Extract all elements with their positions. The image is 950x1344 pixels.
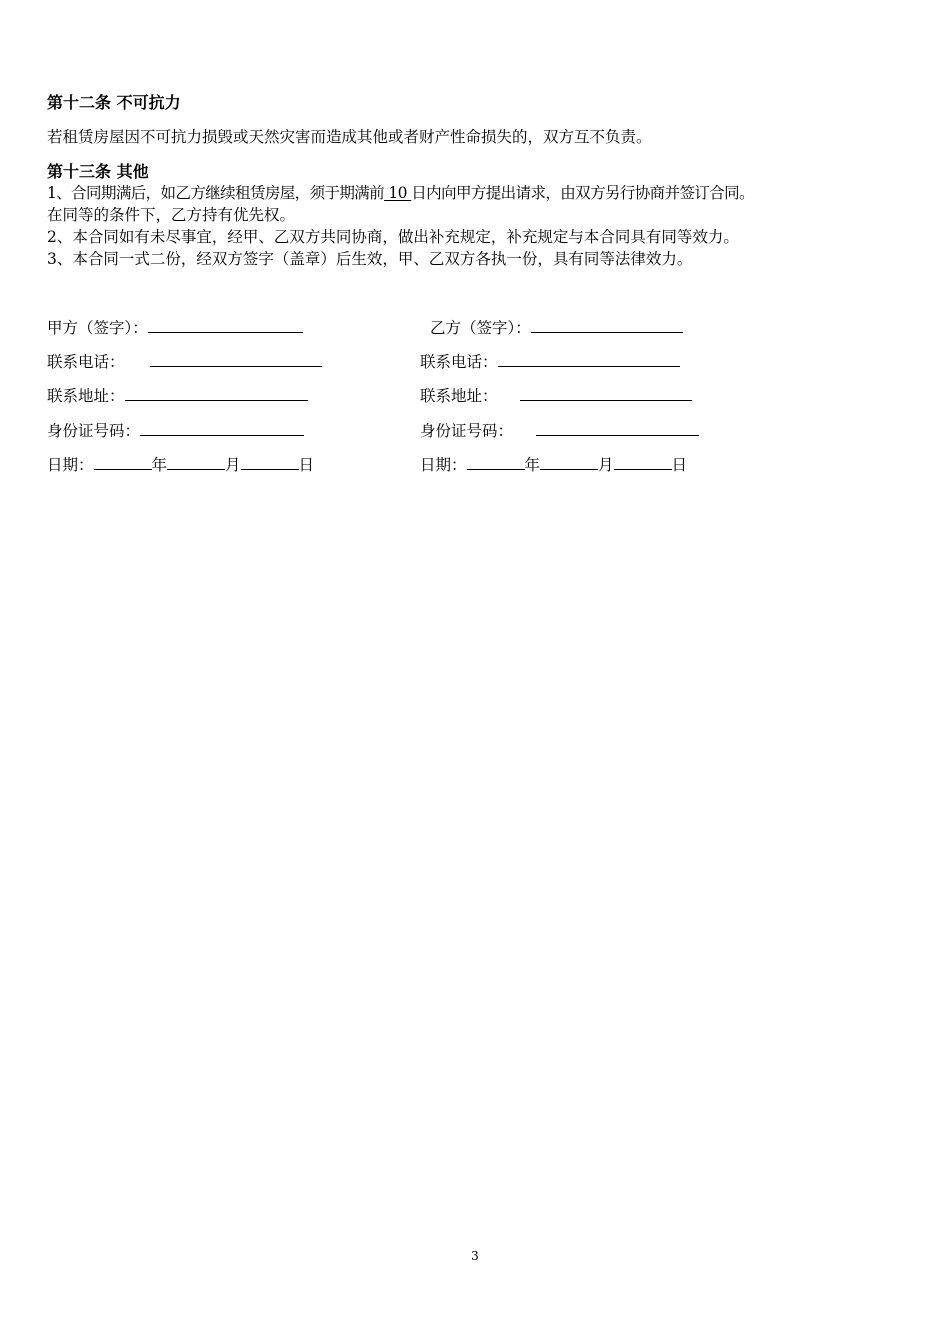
party-a-id-blank[interactable]: [140, 421, 304, 436]
party-b-phone-row: [420, 352, 680, 372]
party-a-date-row: [47, 455, 314, 475]
party-b-month-blank[interactable]: [540, 455, 598, 470]
party-b-phone-blank[interactable]: [498, 352, 680, 367]
article-13-item-2: 2、本合同如有未尽事宜，经甲、乙双方共同协商，做出补充规定，补充规定与本合同具有同等效力。: [47, 228, 739, 246]
party-a-phone-label: 联系电话：: [47, 353, 125, 371]
party-a-signature-label: 甲方（签字）：: [47, 319, 148, 337]
article-13-item-1-continued: 在同等的条件下，乙方持有优先权。: [47, 206, 296, 224]
party-b-phone-label: 联系电话：: [420, 353, 498, 371]
party-b-address-blank[interactable]: [520, 386, 692, 401]
party-a-id-label: 身份证号码：: [47, 422, 141, 440]
party-a-day-blank[interactable]: [241, 455, 299, 470]
party-a-year-blank[interactable]: [94, 455, 152, 470]
party-a-signature-blank[interactable]: [148, 318, 303, 333]
party-b-date-label: 日期：: [420, 456, 467, 474]
party-b-signature-label: 乙方（签字）：: [430, 319, 531, 337]
article-13-item-3: 3、本合同一式二份，经双方签字（盖章）后生效，甲、乙双方各执一份，具有同等法律效力。: [47, 250, 693, 268]
article-13-item-1: [47, 183, 754, 203]
party-a-id-row: [47, 421, 304, 441]
party-a-address-label: 联系地址：: [47, 387, 125, 405]
party-b-month-label: 月: [598, 456, 614, 474]
party-b-year-label: 年: [524, 456, 541, 474]
article-12-body: 若租赁房屋因不可抗力损毁或天然灾害而造成其他或者财产性命损失的，双方互不负责。: [47, 128, 652, 146]
party-b-signature-blank[interactable]: [531, 318, 683, 333]
party-a-month-label: 月: [225, 456, 241, 474]
party-a-signature-row: [47, 318, 303, 338]
party-a-address-row: [47, 386, 308, 406]
party-a-date-label: 日期：: [47, 456, 94, 474]
renewal-days-value: 10: [384, 184, 412, 202]
party-b-id-row: [420, 421, 699, 441]
party-b-id-label: 身份证号码：: [420, 422, 514, 440]
party-b-day-label: 日: [671, 456, 688, 474]
party-a-month-blank[interactable]: [167, 455, 225, 470]
party-b-address-row: [420, 386, 692, 406]
party-a-year-label: 年: [151, 456, 168, 474]
party-b-year-blank[interactable]: [467, 455, 525, 470]
article-12-title: 第十二条 不可抗力: [47, 93, 181, 112]
party-b-date-row: [420, 455, 687, 475]
item-1-text-b: 日内向甲方提出请求，由双方另行协商并签订合同。: [411, 184, 754, 202]
party-b-signature-row: [430, 318, 683, 338]
party-a-day-label: 日: [298, 456, 315, 474]
party-b-id-blank[interactable]: [536, 421, 699, 436]
party-b-day-blank[interactable]: [614, 455, 672, 470]
item-1-text-a: 1、合同期满后，如乙方继续租赁房屋，须于期满前: [47, 184, 385, 202]
page-number: 3: [471, 1249, 479, 1263]
article-13-title: 第十三条 其他: [47, 162, 149, 181]
party-a-phone-row: [47, 352, 322, 372]
party-a-address-blank[interactable]: [125, 386, 308, 401]
party-b-address-label: 联系地址：: [420, 387, 498, 405]
party-a-phone-blank[interactable]: [150, 352, 322, 367]
